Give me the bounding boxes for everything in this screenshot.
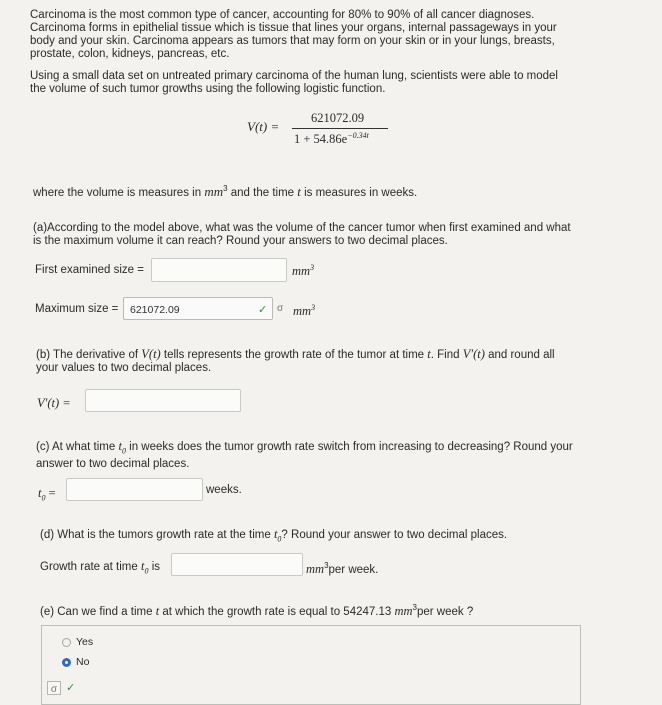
t: t: [118, 439, 122, 453]
units-suffix: is measures in weeks.: [304, 186, 418, 199]
unit-sup: 3: [311, 303, 316, 312]
intro-paragraph: [30, 9, 640, 61]
sub: 0: [121, 446, 126, 456]
first-unit: [292, 263, 314, 279]
v-of-t: V(t): [141, 347, 161, 361]
maximum-size-label: Maximum size =: [35, 303, 119, 315]
text: (b) The derivative of: [36, 349, 139, 361]
text: Growth rate at time: [40, 561, 138, 573]
part-b-line: your values to two decimal places.: [36, 362, 212, 374]
t0-var: [141, 559, 149, 576]
unit-sup: 3: [223, 184, 228, 193]
t: t: [273, 527, 278, 541]
part-e-question: [40, 601, 473, 619]
part-a-line: (a)According to the model above, what was the volume of the cancer tumor when first examined and what: [33, 222, 571, 234]
unit-mm: mm: [292, 264, 311, 279]
t: t: [38, 486, 42, 500]
unit-sup: 3: [412, 603, 417, 612]
text: in weeks does the tumor growth rate switch from increasing to decreasing? Round your: [129, 441, 573, 453]
text: (e) Can we find a time: [40, 605, 153, 618]
weeks-unit: weeks.: [206, 484, 242, 496]
model-paragraph: [30, 70, 640, 96]
check-icon: ✓: [258, 304, 268, 316]
intro-line: Carcinoma is the most common type of cancer, accounting for 80% to 90% of all cancer diagnoses.: [30, 9, 535, 21]
part-c-line: answer to two decimal places.: [36, 457, 190, 470]
equals: =: [48, 486, 56, 500]
radio-no[interactable]: [62, 658, 71, 667]
text: (c) At what time: [36, 441, 116, 453]
units-line: [33, 182, 417, 200]
option-yes[interactable]: [62, 636, 93, 649]
feedback-icon[interactable]: σ: [277, 303, 284, 314]
sub: 0: [144, 566, 149, 576]
sigma: σ: [50, 684, 58, 695]
text: is: [151, 561, 160, 573]
t0-input[interactable]: [66, 478, 203, 501]
unit-mm: mm: [204, 183, 224, 199]
part-a-question: [33, 222, 633, 248]
maximum-size-input[interactable]: [123, 297, 273, 320]
part-c-line: [36, 440, 636, 458]
unit-mm: mm: [394, 603, 413, 618]
text: per week.: [328, 563, 379, 576]
units-prefix: where the volume is measures in: [33, 186, 202, 199]
v-prime-label: V′(t) =: [37, 396, 71, 410]
t: t: [141, 559, 145, 573]
option-no[interactable]: [62, 656, 89, 669]
maximum-size-value: 621072.09: [130, 304, 180, 316]
text: . Find: [430, 349, 460, 361]
check-icon: ✓: [66, 682, 76, 694]
text: ? Round your answer to two decimal places.: [281, 529, 508, 541]
unit-t: t: [297, 183, 301, 199]
text: and round all: [488, 349, 555, 361]
model-line: Using a small data set on untreated primary carcinoma of the human lung, scientists were able to model: [30, 70, 558, 82]
part-d-question: [40, 528, 507, 546]
feedback-icon[interactable]: [47, 681, 61, 695]
t0-var: [118, 439, 126, 456]
text: at which the growth rate is equal to 54247.13: [162, 605, 392, 618]
option-no-label: No: [76, 656, 90, 668]
model-line: the volume of such tumor growths using the following logistic function.: [30, 83, 386, 95]
intro-line: Carcinoma forms in epithelial tissue which is tissue that lines your organs, internal passageways in your: [30, 22, 557, 34]
unit-mm: mm: [293, 304, 312, 319]
option-yes-label: Yes: [76, 636, 94, 648]
text: per week ?: [416, 605, 474, 618]
part-b-line: [36, 348, 636, 362]
first-examined-input[interactable]: [151, 258, 287, 282]
sub: 0: [41, 493, 46, 503]
t-var: t: [427, 347, 431, 361]
text: tells represents the growth rate of the tumor at time: [163, 349, 425, 361]
unit-sup: 3: [310, 263, 315, 272]
denominator-base: 1 + 54.86e: [294, 132, 348, 147]
intro-line: body and your skin. Carcinoma appears as tumors that may form on your skin or in your lungs, breasts,: [30, 35, 555, 47]
part-c-question: [36, 440, 636, 471]
growth-rate-input[interactable]: [171, 553, 303, 576]
growth-rate-label: [40, 560, 160, 578]
first-examined-label: First examined size =: [35, 264, 144, 276]
v-prime: V′(t): [462, 347, 485, 361]
denominator-exponent: −0.34t: [347, 131, 369, 140]
formula-lhs: V(t) =: [247, 119, 280, 134]
answer-box: [41, 625, 581, 705]
fraction-bar: [292, 128, 388, 129]
intro-line: prostate, colon, kidneys, pancreas, etc.: [30, 48, 230, 60]
text: (d) What is the tumors growth rate at the time: [40, 529, 271, 541]
unit-mm: mm: [306, 561, 325, 576]
growth-rate-unit: [306, 559, 378, 577]
t0-label: [38, 486, 56, 503]
radio-yes[interactable]: [62, 638, 71, 647]
unit-sup: 3: [324, 561, 329, 570]
v-prime-input[interactable]: [85, 389, 241, 412]
t-var: t: [155, 603, 160, 618]
part-a-line: is the maximum volume it can reach? Round your answers to two decimal places.: [33, 235, 448, 247]
units-middle: and the time: [230, 186, 295, 199]
sub: 0: [277, 534, 282, 544]
formula-numerator: 621072.09: [311, 111, 365, 125]
part-b-question: [36, 348, 636, 375]
formula-denominator: [294, 131, 369, 147]
max-unit: [293, 303, 315, 319]
